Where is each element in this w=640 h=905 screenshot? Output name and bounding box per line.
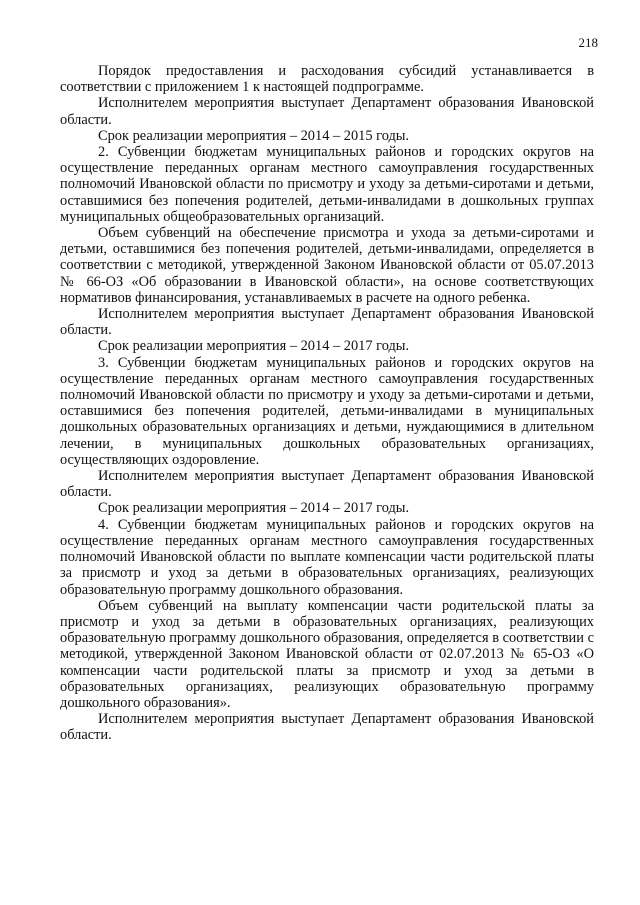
paragraph: Исполнителем мероприятия выступает Департамент образования Ивановской области. (60, 306, 594, 339)
paragraph: Порядок предоставления и расходования субсидий устанавливается в соответствии с приложением 1 к настоящей подпрограмме. (60, 63, 594, 96)
paragraph: 3. Субвенции бюджетам муниципальных районов и городских округов на осуществление переданных органам местного самоуправления государственных полномочий Ивановской области по присмотру и уходу за детьми-сиротами и детьми, оставшимися без попечения родителей, детьми-инвалидами в муниципальных дошкольных образовательных организациях и детьми, нуждающимися в длительном лечении, в муниципальных дошкольных образовательных организациях, осуществляющих оздоровление. (60, 354, 594, 468)
paragraph: Срок реализации мероприятия – 2014 – 2017 годы. (98, 338, 410, 355)
paragraph: Объем субвенций на обеспечение присмотра и ухода за детьми-сиротами и детьми, оставшимися без попечения родителей, детьми-инвалидами, определяется в соответствии с методикой, утвержденной Законом Ивановской области от 05.07.2013 № 66-ОЗ «Об образовании в Ивановской области», на основе соответствующих нормативов финансирования, устанавливаемых в расчете на одного ребенка. (60, 225, 594, 306)
paragraph: Исполнителем мероприятия выступает Департамент образования Ивановской области. (60, 95, 594, 128)
paragraph: 2. Субвенции бюджетам муниципальных районов и городских округов на осуществление переданных органам местного самоуправления государственных полномочий Ивановской области по присмотру и уходу за детьми-сиротами и детьми, оставшимися без попечения родителей, детьми-инвалидами в дошкольных группах муниципальных общеобразовательных организаций. (60, 144, 594, 225)
paragraph: Исполнителем мероприятия выступает Департамент образования Ивановской области. (60, 468, 594, 501)
page-number: 218 (578, 35, 598, 50)
paragraph: Исполнителем мероприятия выступает Департамент образования Ивановской области. (60, 711, 594, 744)
paragraph: Срок реализации мероприятия – 2014 – 2015 годы. (98, 127, 410, 144)
document-body (60, 63, 594, 744)
paragraph: 4. Субвенции бюджетам муниципальных районов и городских округов на осуществление переданных органам местного самоуправления государственных полномочий Ивановской области по выплате компенсации части родительской платы за присмотр и уход за детьми в образовательных организациях, реализующих образовательную программу дошкольного образования. (60, 516, 594, 598)
paragraph: Объем субвенций на выплату компенсации части родительской платы за присмотр и уход за детьми в образовательных организациях, реализующих образовательную программу дошкольного образования, определяется в соответствии с методикой, утвержденной Законом Ивановской области от 02.07.2013 № 65-ОЗ «О компенсации части родительской платы за присмотр и уход за детьми в образовательных организациях, реализующих образовательную программу дошкольного образования». (60, 597, 594, 711)
paragraph: Срок реализации мероприятия – 2014 – 2017 годы. (98, 500, 410, 517)
